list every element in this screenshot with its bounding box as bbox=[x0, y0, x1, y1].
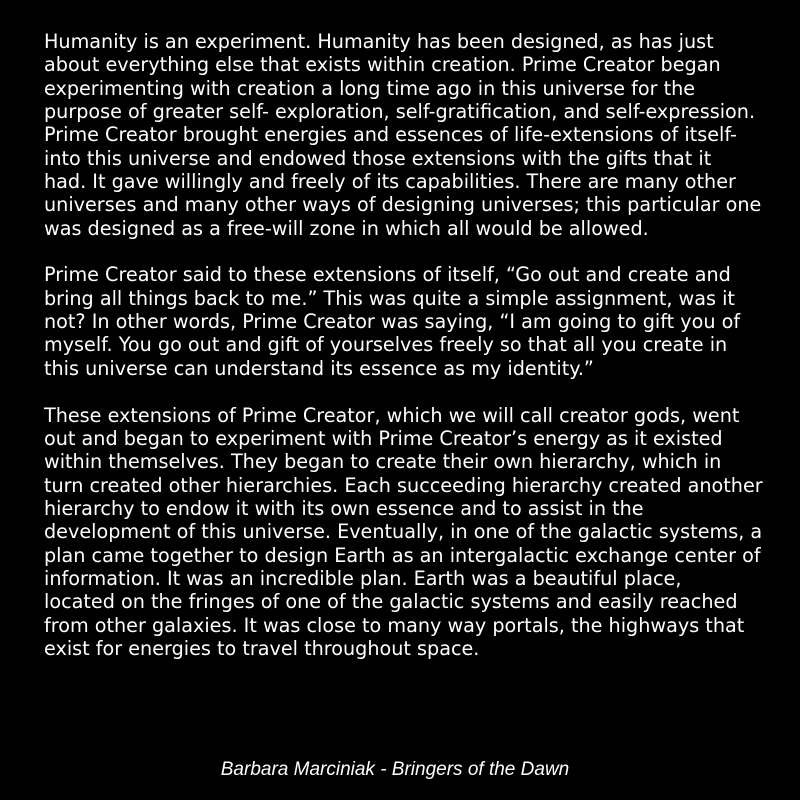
text-line: about everything else that exists within creation. Prime Creator began bbox=[44, 53, 721, 77]
attribution: Barbara Marciniak - Bringers of the Dawn bbox=[220, 759, 570, 780]
text-line: Prime Creator brought energies and essences of life-extensions of itself- bbox=[44, 123, 737, 147]
text-line: was designed as a free-will zone in which all would be allowed. bbox=[44, 216, 649, 240]
text-line: into this universe and endowed those extensions with the gifts that it bbox=[44, 146, 712, 170]
text-line: exist for energies to travel throughout space. bbox=[44, 636, 480, 660]
paragraph-3 bbox=[44, 404, 768, 661]
text-line: this universe can understand its essence as my identity.” bbox=[44, 356, 594, 380]
text-line: from other galaxies. It was close to many way portals, the highways that bbox=[44, 613, 745, 637]
text-line: hierarchy to endow it with its own essence and to assist in the bbox=[44, 496, 644, 520]
text-line: Prime Creator said to these extensions of itself, “Go out and create and bbox=[44, 263, 731, 287]
text-line: development of this universe. Eventually, in one of the galactic systems, a bbox=[44, 520, 763, 544]
paragraph-spacer bbox=[44, 240, 768, 263]
text-line: These extensions of Prime Creator, which we will call creator gods, went bbox=[44, 403, 740, 427]
text-line: experimenting with creation a long time ago in this universe for the bbox=[44, 76, 696, 100]
text-line: Humanity is an experiment. Humanity has been designed, as has just bbox=[44, 30, 714, 53]
text-line: purpose of greater self- exploration, self-gratification, and self-expression. bbox=[44, 100, 756, 124]
text-line: bring all things back to me.” This was quite a simple assignment, was it bbox=[44, 286, 735, 310]
quote-text bbox=[44, 30, 768, 660]
text-line: located on the fringes of one of the galactic systems and easily reached bbox=[44, 590, 738, 614]
text-line: had. It gave willingly and freely of its capabilities. There are many other bbox=[44, 170, 736, 194]
text-line: universes and many other ways of designing universes; this particular one bbox=[44, 193, 762, 217]
paragraph-2 bbox=[44, 263, 768, 380]
text-line: out and began to experiment with Prime Creator’s energy as it existed bbox=[44, 426, 723, 450]
paragraph-spacer bbox=[44, 380, 768, 403]
text-line: myself. You go out and gift of yourselves freely so that all you create in bbox=[44, 333, 728, 357]
text-line: plan came together to design Earth as an intergalactic exchange center of bbox=[44, 543, 761, 567]
text-line: turn created other hierarchies. Each succeeding hierarchy created another bbox=[44, 473, 763, 497]
text-line: information. It was an incredible plan. Earth was a beautiful place, bbox=[44, 566, 682, 590]
text-line: not? In other words, Prime Creator was saying, “I am going to gift you of bbox=[44, 310, 741, 334]
paragraph-1 bbox=[44, 30, 768, 240]
text-line: within themselves. They began to create their own hierarchy, which in bbox=[44, 450, 722, 474]
